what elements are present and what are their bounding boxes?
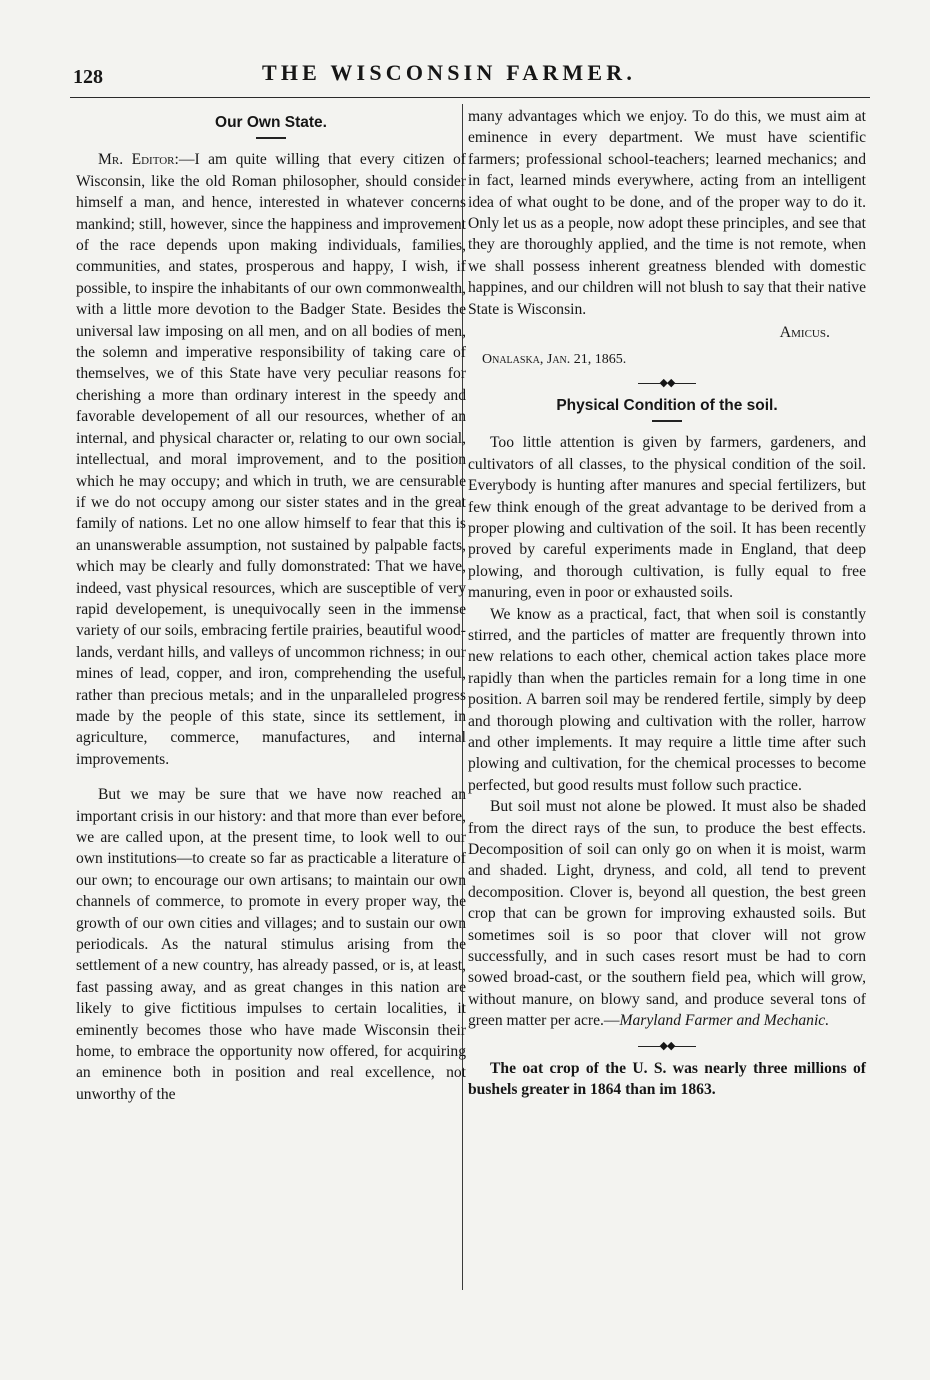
article-paragraph-continued: many advantages which we enjoy. To do this, we must aim at eminence in every department. We must have scientific farmers; professional school-teachers; learned mechanics; and in fact, learned minds everywhere, acting from an intelligent idea of what ought to be done, and of the proper way to do it. Only let us as a people, now adopt these principles, and see that they are thoroughly applied, and the time is not remote, when we shall possess inherent greatness blended with domestic happines, and our children will not blush to say that their native State is Wisconsin. [468, 108, 866, 318]
article-paragraph: Too little attention is given by farmers, gardeners, and cultivators of all classes, to the physical condition of the soil. Everybody is hunting after manures and special fertilizers, but few think enough of the great advantage to be derived from a proper plowing and cultivation of the soil. It has been recently proved by careful experiments made in England, that deep plowing, and thorough cultivation, is fully equal to free manuring, even in poor or exhausted soils. [468, 434, 866, 602]
article-paragraph [468, 796, 866, 1031]
article-title-our-own-state: Our Own State. [215, 114, 327, 131]
article-paragraph: But we may be sure that we have now reached an important crisis in our history: and that more than ever before, we are called upon, at the present time, to look well to our own institutions—to create so far as practicable a literature of our own; to encourage our own artisans; to maintain our own channels of commerce, to promote in every proper way, the growth of our own cities and villages; and to sustain our own periodicals. As the natural stimulus arising from the settlement of a new country, has already passed, or is, at least, fast passing away, and as great changes in this nation are likely to give fictitious impulses to certain localities, it eminently becomes those who have made Wisconsin their home, to embrace the opportunity now offered, for acquiring an eminence both in position and real excellence, not unworthy of the [76, 786, 466, 1103]
dateline: Onalaska, Jan. 21, 1865. [482, 352, 627, 368]
signature: Amicus. [779, 324, 830, 342]
masthead: THE WISCONSIN FARMER. [262, 60, 637, 85]
left-column [76, 112, 466, 1105]
article-paragraph: We know as a practical, fact, that when soil is constantly stirred, and the particles of matter are frequently thrown into new relations to each other, chemical action takes place more rapidly than when the particles remain for a long time in one position. A barren soil may be rendered fertile, simply by deep and thorough plowing and cultivation with the roller, harrow and other implements. It may require a little time after such plowing and cultivation, for the chemical processes to become perfected, but good results must follow such practice. [468, 605, 866, 794]
section-ornament [468, 377, 866, 389]
ornament-glyph: ◆◆ [659, 376, 675, 389]
ornament-glyph: ◆◆ [659, 1039, 675, 1052]
salutation: Mr. Editor: [98, 151, 179, 169]
title-rule [652, 420, 682, 422]
paragraph-gap [76, 770, 466, 784]
section-ornament [468, 1040, 866, 1052]
news-note: The oat crop of the U. S. was nearly three millions of bushels greater in 1864 than im 1863. [468, 1059, 866, 1099]
title-rule [256, 137, 286, 139]
article-title-physical-condition: Physical Condition of the soil. [556, 396, 778, 414]
right-column [468, 106, 866, 1100]
article-paragraph [76, 149, 466, 770]
paragraph-text: —I am quite willing that every citizen of Wisconsin, like the old Roman philosopher, should consider himself a man, and hence, interested in whatever concerns mankind; still, however, since the happiness and improvement of the race depends upon making individuals, families, communities, and states, prosperous and happy, I wish, if possible, to inspire the inhabitants of our own commonwealth, with a little more devotion to the Badger State. Besides the universal law imposing on all men, and on all bodies of men, the solemn and imperative responsibility of taking care of themselves, we of this State have very peculiar reasons for cherishing a more than ordinary interest in the speedy and favorable developement of all our resources, whether of an internal, and physical character or, relating to our own social, intellectual, and moral improvement, and to the position which he may occupy; and which in truth, we are censurable if we do not occupy among our sister states and in the great family of nations. Let no one allow himself to fear that this is an unanswerable assumption, not sustained by palpable facts, which may be clearly and fully domonstrated: That we have, indeed, vast physical resources, which are susceptible of very rapid developement, is unequivocally seen in the immense variety of our soils, embracing fertile prairies, beautiful wood-lands, verdant hills, and valleys of uncommon richness; in our mines of lead, copper, and iron, comprehending the useful, rather than precious metals; and in the unparalleled progress made by the people of this state, since its settlement, in agriculture, commerce, manufactures, and internal improvements. [76, 151, 466, 768]
source-credit: Maryland Farmer and Mechanic. [619, 1012, 830, 1030]
paragraph-text: But soil must not alone be plowed. It must also be shaded from the direct rays of the sun, to produce the best effects. Decomposition of soil can only go on when it is moist, warm and shaded. Light, dryness, and cold, all tend to prevent decomposition. Clover is, beyond all question, the best green crop that can be grown for improving exhausted soils. But sometimes soil is so poor that clover will not grow successfully, and in such cases resort must be had to corn sowed broad-cast, or the southern field pea, which will grow, without manure, on blowy sand, and produce several tons of green matter per acre.— [468, 798, 866, 1030]
top-rule [70, 97, 870, 98]
page-number: 128 [73, 66, 103, 88]
